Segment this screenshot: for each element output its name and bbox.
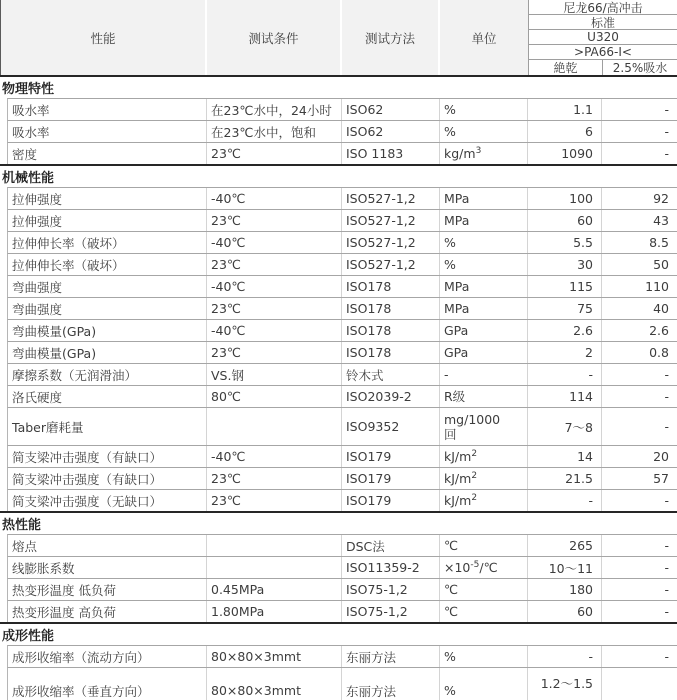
wet-value-cell: - [664, 367, 669, 382]
test-method-cell: ISO2039-2 [342, 386, 440, 407]
test-condition-cell: 1.80MPa [207, 601, 342, 622]
test-method-cell: ISO179 [342, 490, 440, 511]
unit-text: ℃ [444, 538, 459, 553]
property-name-cell: 简支梁冲击强度（无缺口） [8, 490, 207, 511]
test-method-cell: ISO178 [342, 320, 440, 341]
wet-value-cell: - [664, 582, 669, 597]
table-row [7, 120, 677, 142]
unit-text: MPa [444, 301, 470, 316]
test-method-cell: ISO178 [342, 342, 440, 363]
unit-cell [440, 579, 528, 600]
test-condition-cell: -40℃ [207, 188, 342, 209]
section-title: 成形性能 [2, 629, 55, 644]
table-row [7, 467, 677, 489]
unit-cell [440, 601, 528, 622]
property-name-cell: 拉伸伸长率（破坏） [8, 254, 207, 275]
test-method-cell: 铃木式 [342, 364, 440, 385]
unit-superscript: -5 [470, 559, 480, 570]
unit-text: % [444, 257, 456, 272]
unit-text: mg/1000 [444, 411, 501, 427]
test-condition-cell: -40℃ [207, 320, 342, 341]
unit-cell [440, 408, 528, 445]
unit-cell [440, 364, 528, 385]
test-method-cell: ISO527-1,2 [342, 232, 440, 253]
test-method-cell: ISO62 [342, 99, 440, 120]
property-name-cell: 简支梁冲击强度（有缺口） [8, 468, 207, 489]
property-name-cell: 摩擦系数（无润滑油） [8, 364, 207, 385]
property-name-cell: 线膨胀系数 [8, 557, 207, 578]
dry-value-cell: 60 [528, 601, 602, 622]
wet-value-cell: 43 [653, 213, 669, 228]
test-method-cell: ISO11359-2 [342, 557, 440, 578]
test-method-cell: 东丽方法 [342, 646, 440, 667]
unit-cell [440, 121, 528, 142]
test-condition-cell: 23℃ [207, 298, 342, 319]
unit-tail: /℃ [479, 560, 498, 575]
dry-value-cell: 21.5 [528, 468, 602, 489]
unit-text: kJ/m [444, 493, 472, 508]
unit-text: R级 [444, 389, 466, 404]
header-property-column: 性能 [0, 0, 207, 75]
dry-value-cell: 5.5 [528, 232, 602, 253]
dry-value-cell: 1.1 [528, 99, 602, 120]
test-condition-cell: 23℃ [207, 468, 342, 489]
header-state-columns [529, 60, 677, 75]
dry-value-cell: 2 [528, 342, 602, 363]
dry-value-cell: 1.2〜1.5 [528, 668, 602, 700]
unit-cell [440, 535, 528, 556]
wet-value-cell: 50 [653, 257, 669, 272]
header-material-name: 尼龙66/高冲击 [529, 0, 677, 15]
unit-cell [440, 210, 528, 231]
property-name-cell: 吸水率 [8, 121, 207, 142]
unit-superscript: 2 [471, 492, 478, 503]
unit-cell [440, 188, 528, 209]
section-title: 机械性能 [2, 171, 55, 186]
wet-value-cell: 2.6 [649, 323, 669, 338]
property-name-cell: 成形收缩率（垂直方向） [8, 668, 207, 700]
dry-value-cell: 7〜8 [528, 408, 602, 445]
test-method-cell: ISO527-1,2 [342, 210, 440, 231]
table-row [7, 297, 677, 319]
unit-text: kJ/m [444, 449, 472, 464]
wet-value-cell: - [664, 493, 669, 508]
dry-value-cell: 180 [528, 579, 602, 600]
wet-value-cell: - [664, 560, 669, 575]
section-title: 物理特性 [2, 82, 55, 97]
property-name-cell: 成形收缩率（流动方向） [8, 646, 207, 667]
unit-cell [440, 99, 528, 120]
header-wet-column: 2.5%吸水 [612, 61, 668, 75]
wet-value-cell: 57 [653, 471, 669, 486]
header-unit-column: 单位 [440, 0, 528, 75]
unit-text: ×10 [444, 560, 471, 575]
test-method-cell: ISO62 [342, 121, 440, 142]
property-name-cell: 弯曲强度 [8, 276, 207, 297]
test-condition-cell: 在23℃水中，24小时 [207, 99, 342, 120]
dry-value-cell: 75 [528, 298, 602, 319]
unit-superscript: 2 [471, 448, 478, 459]
header-grade-code: U320 [529, 30, 677, 45]
wet-value-cell: 40 [653, 301, 669, 316]
header-grade-type: 标准 [529, 15, 677, 30]
dry-value-cell: 60 [528, 210, 602, 231]
property-name-cell: 简支梁冲击强度（有缺口） [8, 446, 207, 467]
unit-cell [440, 342, 528, 363]
unit-cell [440, 298, 528, 319]
table-row [7, 645, 677, 667]
unit-text: MPa [444, 213, 470, 228]
unit-text: - [444, 367, 449, 382]
test-condition-cell: 23℃ [207, 143, 342, 164]
header-test-method-column: 测试方法 [342, 0, 440, 75]
property-name-cell: 弯曲模量(GPa) [8, 320, 207, 341]
dry-value-cell: 1090 [528, 143, 602, 164]
table-row [7, 385, 677, 407]
unit-text: % [444, 649, 456, 664]
unit-text: ℃ [444, 604, 459, 619]
wet-value-cell: - [664, 649, 669, 664]
wet-value-cell: 92 [653, 191, 669, 206]
property-name-cell: 洛氏硬度 [8, 386, 207, 407]
unit-text: GPa [444, 323, 469, 338]
dry-value-cell: - [528, 646, 602, 667]
table-row [7, 341, 677, 363]
table-row [7, 600, 677, 622]
dry-value-cell: 2.6 [528, 320, 602, 341]
test-condition-cell: VS.钢 [207, 364, 342, 385]
dry-value-cell: - [528, 490, 602, 511]
table-row [7, 556, 677, 578]
unit-cell [440, 557, 528, 578]
unit-text: % [444, 124, 456, 139]
test-condition-cell: 80℃ [207, 386, 342, 407]
table-row [7, 407, 677, 445]
table-row [7, 253, 677, 275]
test-condition-cell: 在23℃水中，饱和 [207, 121, 342, 142]
table-row [7, 275, 677, 297]
property-name-cell: 弯曲模量(GPa) [8, 342, 207, 363]
wet-value-cell: - [664, 102, 669, 117]
table-header [0, 0, 677, 77]
test-condition-cell: 23℃ [207, 254, 342, 275]
property-name-cell: 拉伸伸长率（破坏） [8, 232, 207, 253]
dry-value-cell: 10〜11 [528, 557, 602, 578]
wet-value-cell [602, 668, 677, 700]
table-row [7, 98, 677, 120]
table-row [7, 209, 677, 231]
unit-cell [440, 232, 528, 253]
property-name-cell: 拉伸强度 [8, 188, 207, 209]
test-condition-cell: -40℃ [207, 232, 342, 253]
unit-cell [440, 386, 528, 407]
test-condition-cell: 0.45MPa [207, 579, 342, 600]
unit-superscript: 2 [471, 470, 478, 481]
test-method-cell: ISO178 [342, 276, 440, 297]
unit-cell [440, 468, 528, 489]
test-method-cell: ISO527-1,2 [342, 188, 440, 209]
dry-value-cell: 114 [528, 386, 602, 407]
table-row [7, 667, 677, 700]
unit-cell [440, 490, 528, 511]
table-row [7, 534, 677, 556]
unit-cell [440, 668, 528, 700]
unit-text: MPa [444, 279, 470, 294]
header-dry-column: 絶乾 [529, 60, 603, 75]
test-method-cell: ISO178 [342, 298, 440, 319]
wet-value-cell: 110 [645, 279, 669, 294]
table-row [7, 363, 677, 385]
property-name-cell: 吸水率 [8, 99, 207, 120]
dry-value-cell: 115 [528, 276, 602, 297]
wet-value-cell: 0.8 [649, 345, 669, 360]
unit-text: % [444, 683, 456, 698]
dry-value-cell: 100 [528, 188, 602, 209]
dry-value-cell: 6 [528, 121, 602, 142]
section-title: 热性能 [2, 518, 42, 533]
test-condition-cell: 23℃ [207, 342, 342, 363]
wet-value-cell: - [664, 419, 669, 434]
test-method-cell: ISO9352 [342, 408, 440, 445]
header-test-condition-column: 测试条件 [207, 0, 342, 75]
test-method-cell: ISO75-1,2 [342, 579, 440, 600]
property-name-cell: 热变形温度 高负荷 [8, 601, 207, 622]
unit-superscript: 3 [475, 145, 482, 156]
test-condition-cell [207, 557, 342, 578]
test-condition-cell: 80×80×3mmt [207, 646, 342, 667]
test-method-cell: ISO527-1,2 [342, 254, 440, 275]
unit-text: ℃ [444, 582, 459, 597]
table-row [7, 445, 677, 467]
unit-cell [440, 143, 528, 164]
dry-value-cell: 30 [528, 254, 602, 275]
table-row [7, 578, 677, 600]
dry-value-cell: 265 [528, 535, 602, 556]
test-method-cell: ISO179 [342, 468, 440, 489]
property-name-cell: 拉伸强度 [8, 210, 207, 231]
test-condition-cell: -40℃ [207, 446, 342, 467]
property-name-cell: 密度 [8, 143, 207, 164]
property-name-cell: 熔点 [8, 535, 207, 556]
unit-second-line: 回 [444, 426, 457, 442]
unit-text: MPa [444, 191, 470, 206]
table-row [7, 187, 677, 209]
table-row [7, 489, 677, 511]
test-condition-cell: 23℃ [207, 490, 342, 511]
wet-value-cell: 8.5 [649, 235, 669, 250]
wet-value-cell: - [664, 146, 669, 161]
table-body [0, 77, 677, 700]
dry-value-cell: - [528, 364, 602, 385]
unit-text: kJ/m [444, 471, 472, 486]
wet-value-cell: - [664, 604, 669, 619]
test-condition-cell: 80×80×3mmt [207, 668, 342, 700]
wet-value-cell: - [664, 389, 669, 404]
wet-value-cell: 20 [653, 449, 669, 464]
test-method-cell: ISO75-1,2 [342, 601, 440, 622]
unit-cell [440, 320, 528, 341]
wet-value-cell: - [664, 538, 669, 553]
property-name-cell: Taber磨耗量 [8, 408, 207, 445]
unit-text: % [444, 102, 456, 117]
unit-cell [440, 446, 528, 467]
test-method-cell: DSC法 [342, 535, 440, 556]
test-condition-cell: 23℃ [207, 210, 342, 231]
unit-text: kg/m [444, 146, 476, 161]
test-condition-cell: -40℃ [207, 276, 342, 297]
unit-text: GPa [444, 345, 469, 360]
dry-value-cell: 14 [528, 446, 602, 467]
property-name-cell: 热变形温度 低负荷 [8, 579, 207, 600]
unit-text: % [444, 235, 456, 250]
header-designation: >PA66-I< [529, 45, 677, 60]
unit-cell [440, 276, 528, 297]
table-row [7, 231, 677, 253]
property-name-cell: 弯曲强度 [8, 298, 207, 319]
test-condition-cell [207, 408, 342, 445]
wet-value-cell: - [664, 124, 669, 139]
test-condition-cell [207, 535, 342, 556]
test-method-cell: ISO 1183 [342, 143, 440, 164]
header-grade-group [528, 0, 677, 75]
table-row [7, 319, 677, 341]
unit-cell [440, 646, 528, 667]
test-method-cell: ISO179 [342, 446, 440, 467]
test-method-cell: 东丽方法 [342, 668, 440, 700]
table-row [7, 142, 677, 164]
unit-cell [440, 254, 528, 275]
